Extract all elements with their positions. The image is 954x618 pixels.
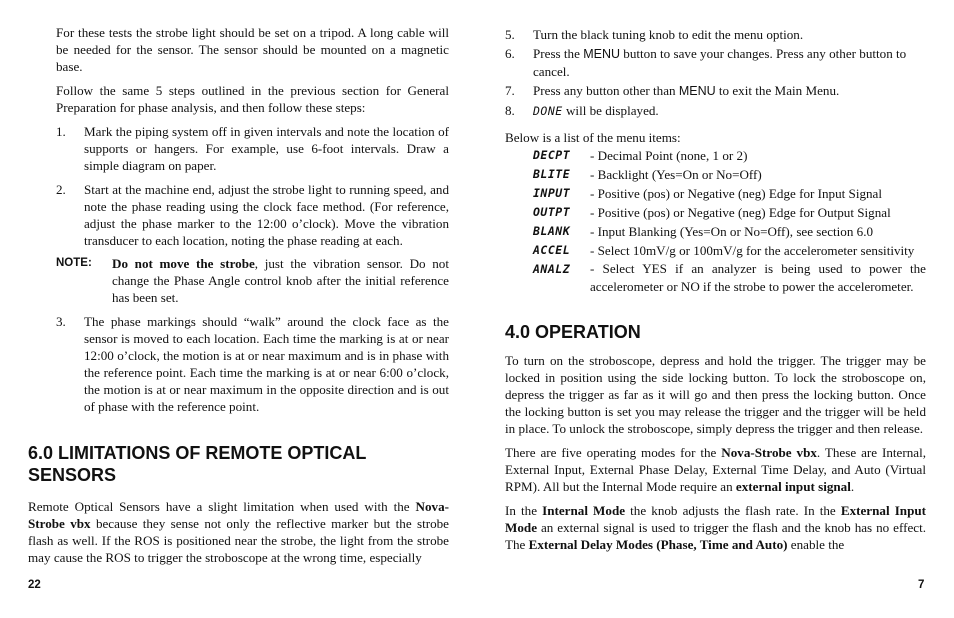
menu-code: INPUT [533, 186, 571, 200]
text-run: will be displayed. [562, 103, 659, 118]
menu-code: ANALZ [533, 262, 571, 276]
emphasis: Internal Mode [542, 503, 626, 518]
text-run: button to save your changes. Press any other button to cancel. [533, 46, 907, 79]
text-run: There are five operating modes for the [505, 445, 722, 460]
intro-paragraph: For these tests the strobe light should be set on a tripod. A long cable will be needed for the sensor. The sensor should be mounted on a magnetic base. [56, 25, 449, 74]
text-run: . [850, 479, 855, 494]
emphasis: External Input Mode [505, 503, 927, 535]
list-item [505, 82, 926, 100]
menu-item-list [505, 146, 926, 296]
menu-item [505, 146, 926, 165]
menu-desc: - Positive (pos) or Negative (neg) Edge for Input Signal [590, 186, 882, 201]
menu-desc: - Select 10mV/g or 100mV/g for the accelerometer sensitivity [590, 243, 915, 258]
text-run: Press any button other than [533, 83, 679, 98]
list-item [505, 26, 926, 43]
list-item [505, 102, 926, 120]
list-text: The phase markings should “walk” around the clock face as the sensor is moved to each location. Each time the marking is at or near 12:00 o’clock, the motion is at or near maximum and is in phase with the reference point. Each time the marking is at or near 6:00 o’clock, the motion is at or near maximum in the opposite direction and is out of phase with the reference point. [84, 314, 449, 414]
list-number: 6. [505, 46, 515, 61]
list-text: Start at the machine end, adjust the strobe light to running speed, and note the phase reading using the clock face method. (For reference, adjust the phase marker to the 12:00 o’clock). Move the vibration transducer to each location, noting the phase reading at each. [84, 182, 449, 248]
emphasis: external input signal [735, 479, 851, 494]
menu-item [505, 241, 926, 260]
left-page-column [28, 24, 449, 566]
operation-paragraph: To turn on the stroboscope, depress and hold the trigger. The trigger may be locked in position using the side locking button. To lock the stroboscope on, depress the trigger as far as it will go and then press the locking button. Once the locking button is set you may release the trigger and the trigger will be held in place. To unlock the stroboscope, simply depress the trigger and then release. [505, 353, 926, 436]
list-text: Mark the piping system off in given intervals and note the location of supports or hangers. For example, use 6-foot intervals. Draw a simple diagram on paper. [84, 124, 449, 173]
section-heading: 6.0 LIMITATIONS OF REMOTE OPTICAL SENSORS [28, 443, 367, 485]
list-text [533, 102, 926, 120]
text-run: enable the [787, 537, 845, 552]
modes-paragraph [505, 444, 926, 495]
menu-desc: - Input Blanking (Yes=On or No=Off), see section 6.0 [590, 224, 874, 239]
page-number-right: 7 [918, 579, 925, 591]
list-number: 1. [56, 124, 66, 139]
ros-paragraph [28, 498, 449, 566]
follow-paragraph: Follow the same 5 steps outlined in the previous section for General Preparation for phase analysis, and then follow these steps: [56, 83, 449, 115]
list-item [28, 123, 449, 174]
menu-desc: - Backlight (Yes=On or No=Off) [590, 167, 762, 182]
right-page-column [505, 24, 926, 553]
text-run: an external signal is used to trigger the flash and the knob has no effect. The [505, 520, 926, 552]
text-run: Remote Optical Sensors have a slight limitation when used with the [28, 499, 416, 514]
note-rest: , just the vibration sensor. Do not change the Phase Angle control knob after the initial reference has been set. [112, 256, 449, 305]
text-run: . These are Internal, External Input, External Phase Delay, External Time Delay, and Auto (Virtual RPM). All but the Internal Mode require an [505, 445, 926, 494]
menu-desc: - Decimal Point (none, 1 or 2) [590, 148, 748, 163]
menu-code: BLITE [533, 167, 571, 181]
menu-code: DECPT [533, 148, 571, 162]
menu-item [505, 184, 926, 203]
product-name: Nova-Strobe vbx [28, 499, 449, 531]
note-emphasis: Do not move the strobe [112, 256, 255, 271]
list-item [505, 45, 926, 80]
list-number: 7. [505, 83, 515, 98]
menu-key-label: MENU [678, 84, 716, 98]
list-text [533, 82, 926, 100]
menu-item [505, 165, 926, 184]
menu-item [505, 222, 926, 241]
menu-desc: - Select YES if an analyzer is being used to power the accelerometer or NO if the strobe to power the accelerometer. [590, 261, 926, 294]
text-run: In the [505, 503, 543, 518]
product-name: Nova-Strobe vbx [721, 445, 817, 460]
menu-code: OUTPT [533, 205, 571, 219]
text-run: Press the [533, 46, 584, 61]
list-text [533, 45, 926, 80]
note-text [112, 255, 449, 306]
note-block [28, 255, 449, 306]
list-item [28, 313, 449, 415]
menu-desc: - Positive (pos) or Negative (neg) Edge for Output Signal [590, 205, 891, 220]
list-text: Turn the black tuning knob to edit the menu option. [533, 27, 804, 42]
list-item [28, 181, 449, 249]
text-run: to exit the Main Menu. [715, 83, 840, 98]
internal-mode-paragraph [505, 502, 926, 553]
menu-key-label: MENU [583, 47, 621, 61]
menu-item [505, 260, 926, 296]
text-run: because they sense not only the reflective marker but the strobe flash as well. If the ROS is positioned near the strobe, the light from the strobe may cause the ROS to trigger the stroboscope at the wrong time, especially [28, 516, 449, 565]
page-number-left: 22 [28, 579, 41, 591]
menu-code: BLANK [533, 224, 571, 238]
list-number: 8. [505, 103, 515, 118]
list-number: 3. [56, 314, 66, 329]
emphasis: External Delay Modes (Phase, Time and Auto) [528, 537, 788, 552]
note-label: NOTE: [56, 257, 92, 269]
menu-intro: Below is a list of the menu items: [505, 130, 681, 145]
menu-code: ACCEL [533, 243, 571, 257]
menu-item [505, 203, 926, 222]
section-heading: 4.0 OPERATION [505, 322, 641, 342]
list-number: 2. [56, 182, 66, 197]
lcd-text: DONE [533, 104, 563, 118]
text-run: the knob adjusts the flash rate. In the [625, 503, 841, 518]
list-number: 5. [505, 27, 515, 42]
